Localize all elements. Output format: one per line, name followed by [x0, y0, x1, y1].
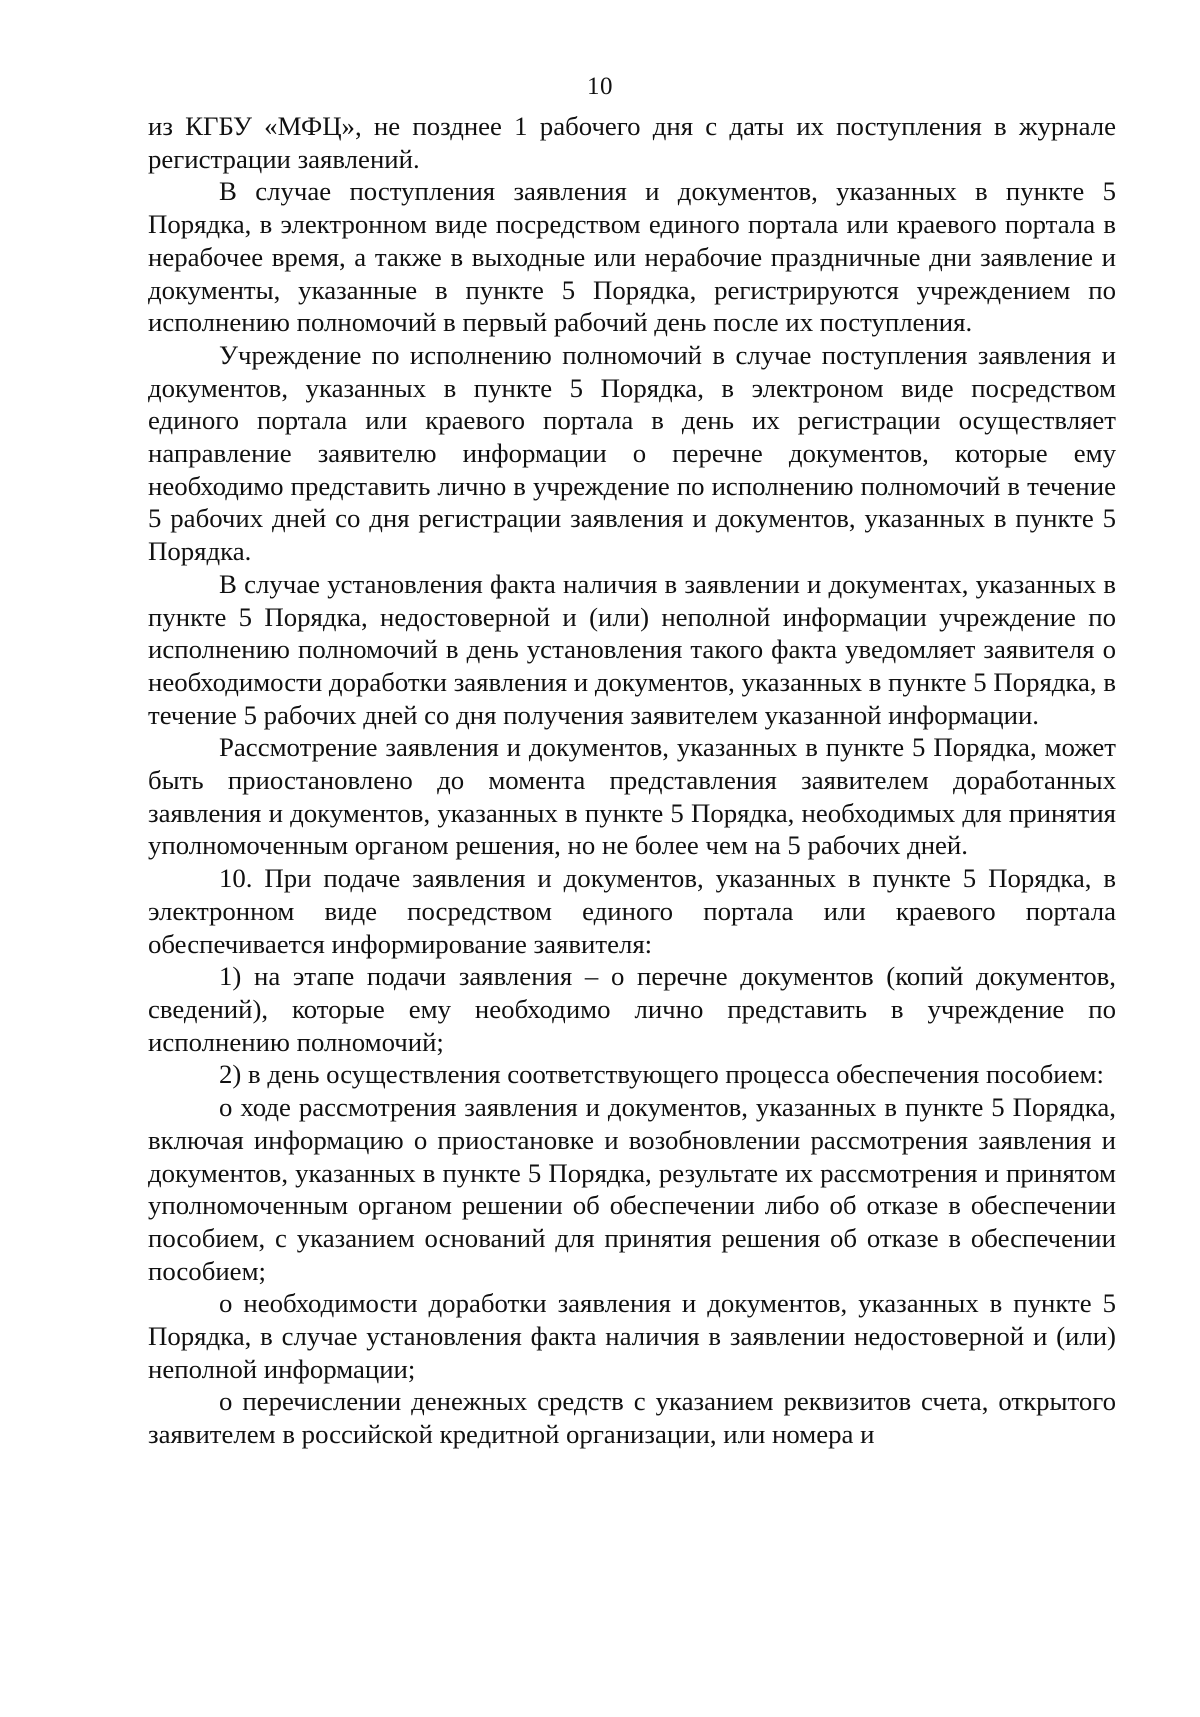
document-body: [148, 110, 1116, 1451]
paragraph-continuation: из КГБУ «МФЦ», не позднее 1 рабочего дня с даты их поступления в журнале регистрации заявлений.: [148, 111, 1116, 174]
paragraph-revision-needed: о необходимости доработки заявления и документов, указанных в пункте 5 Порядка, в случае установления факта наличия в заявлении недостоверной и (или) неполной информации;: [148, 1288, 1116, 1384]
paragraph-item-10: 10. При подаче заявления и документов, указанных в пункте 5 Порядка, в электронном виде посредством единого портала или краевого портала обеспечивается информирование заявителя:: [148, 863, 1116, 959]
paragraph-subitem-1: 1) на этапе подачи заявления – о перечне документов (копий документов, сведений), которые ему необходимо лично представить в учреждение по исполнению полномочий;: [148, 961, 1116, 1057]
page-number: 10: [587, 73, 613, 100]
paragraph-review-progress: о ходе рассмотрения заявления и документов, указанных в пункте 5 Порядка, включая информацию о приостановке и возобновлении рассмотрения заявления и документов, указанных в пункте 5 Порядка, результате их рассмотрения и принятом уполномоченным органом решении об обеспечении либо об отказе в обеспечении пособием, с указанием оснований для принятия решения об отказе в обеспечении пособием;: [148, 1092, 1116, 1286]
paragraph-suspension: Рассмотрение заявления и документов, указанных в пункте 5 Порядка, может быть приостановлено до момента представления заявителем доработанных заявления и документов, указанных в пункте 5 Порядка, необходимых для принятия уполномоченным органом решения, но не более чем на 5 рабочих дней.: [148, 732, 1116, 861]
paragraph-nonworking-time-registration: В случае поступления заявления и документов, указанных в пункте 5 Порядка, в электронном виде посредством единого портала или краевого портала в нерабочее время, а также в выходные или нерабочие праздничные дни заявление и документы, указанные в пункте 5 Порядка, регистрируются учреждением по исполнению полномочий в первый рабочий день после их поступления.: [148, 176, 1116, 338]
paragraph-funds-transfer: о перечислении денежных средств с указанием реквизитов счета, открытого заявителем в российской кредитной организации, или номера и: [148, 1386, 1116, 1450]
paragraph-incomplete-information: В случае установления факта наличия в заявлении и документах, указанных в пункте 5 Порядка, недостоверной и (или) неполной информации учреждение по исполнению полномочий в день установления такого факта уведомляет заявителя о необходимости доработки заявления и документов, указанных в пункте 5 Порядка, в течение 5 рабочих дней со дня получения заявителем указанной информации.: [148, 568, 1116, 730]
paragraph-subitem-2: 2) в день осуществления соответствующего процесса обеспечения пособием:: [219, 1059, 1104, 1090]
paragraph-document-list-notice: Учреждение по исполнению полномочий в случае поступления заявления и документов, указанных в пункте 5 Порядка, в электроном виде посредством единого портала или краевого портала в день их регистрации осуществляет направление заявителю информации о перечне документов, которые ему необходимо представить лично в учреждение по исполнению полномочий в течение 5 рабочих дней со дня регистрации заявления и документов, указанных в пункте 5 Порядка.: [148, 339, 1116, 567]
